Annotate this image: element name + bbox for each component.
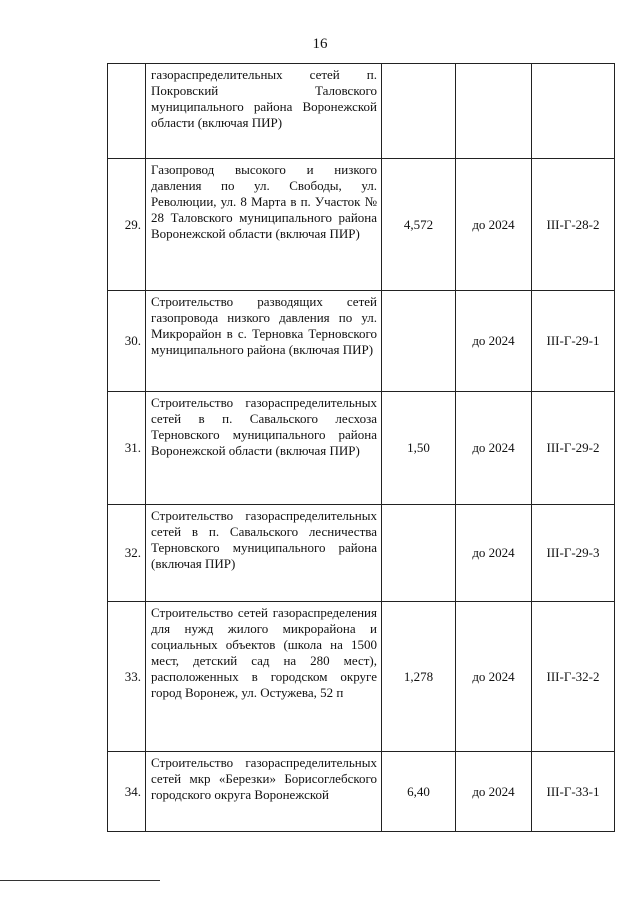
object-code: III-Г-29-3	[532, 505, 615, 602]
object-name: Строительство газораспределительных сетей в п. Савальского лесничества Терновского муниципального района (включая ПИР)	[146, 505, 382, 602]
capacity-value: 1,278	[382, 602, 456, 752]
object-name: Строительство сетей газораспределения для нужд жилого микрорайона и социальных объектов (школа на 1500 мест, детский сад на 280 мест), расположенных в городском округе город Воронеж, ул. Остужева, 52 п	[146, 602, 382, 752]
object-code: III-Г-32-2	[532, 602, 615, 752]
deadline: до 2024	[456, 602, 532, 752]
facilities-table	[107, 63, 615, 832]
object-name: Строительство газораспределительных сетей в п. Савальского лесхоза Терновского муниципального района Воронежской области (включая ПИР)	[146, 392, 382, 505]
object-name: Строительство газораспределительных сетей мкр «Березки» Борисоглебского городского округа Воронежской	[146, 752, 382, 832]
row-number: 31.	[108, 392, 146, 505]
object-name: Газопровод высокого и низкого давления по ул. Свободы, ул. Революции, ул. 8 Марта в п. Участок № 28 Таловского муниципального района Воронежской области (включая ПИР)	[146, 159, 382, 291]
row-number: 33.	[108, 602, 146, 752]
row-number: 29.	[108, 159, 146, 291]
deadline: до 2024	[456, 392, 532, 505]
deadline	[456, 64, 532, 159]
row-number: 32.	[108, 505, 146, 602]
table-row	[108, 602, 615, 752]
capacity-value: 4,572	[382, 159, 456, 291]
capacity-value	[382, 64, 456, 159]
object-code: III-Г-29-1	[532, 291, 615, 392]
row-number: 30.	[108, 291, 146, 392]
object-code: III-Г-33-1	[532, 752, 615, 832]
deadline: до 2024	[456, 159, 532, 291]
footer-rule	[0, 880, 160, 881]
table-row	[108, 505, 615, 602]
capacity-value	[382, 505, 456, 602]
row-number: 34.	[108, 752, 146, 832]
capacity-value	[382, 291, 456, 392]
object-code: III-Г-29-2	[532, 392, 615, 505]
table-row	[108, 752, 615, 832]
object-code	[532, 64, 615, 159]
deadline: до 2024	[456, 291, 532, 392]
table-row	[108, 159, 615, 291]
deadline: до 2024	[456, 752, 532, 832]
capacity-value: 6,40	[382, 752, 456, 832]
capacity-value: 1,50	[382, 392, 456, 505]
deadline: до 2024	[456, 505, 532, 602]
object-name: газораспределительных сетей п. Покровский Таловского муниципального района Воронежской области (включая ПИР)	[146, 64, 382, 159]
table-row	[108, 392, 615, 505]
table-row	[108, 291, 615, 392]
object-name: Строительство разводящих сетей газопровода низкого давления по ул. Микрорайон в с. Терновка Терновского муниципального района (включая ПИР)	[146, 291, 382, 392]
object-code: III-Г-28-2	[532, 159, 615, 291]
page-number: 16	[312, 36, 328, 52]
table-row	[108, 64, 615, 159]
row-number	[108, 64, 146, 159]
